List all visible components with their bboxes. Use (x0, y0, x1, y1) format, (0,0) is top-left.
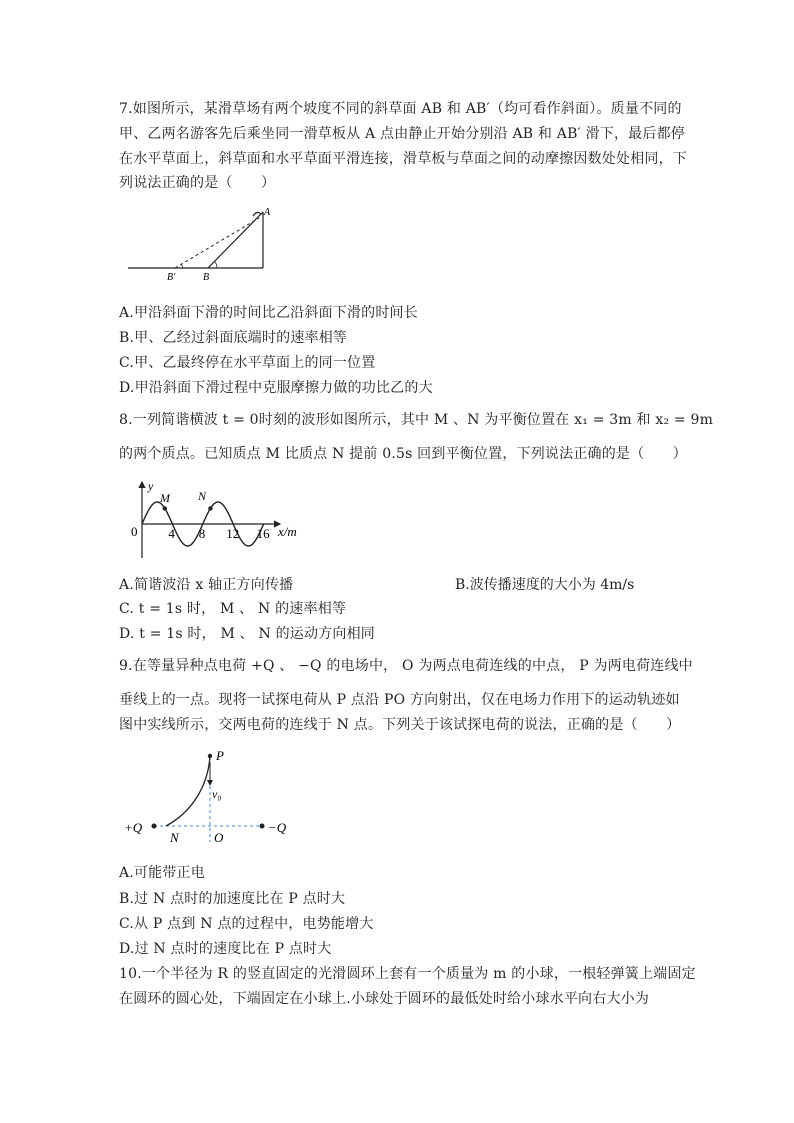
label-N: N (170, 830, 179, 845)
y-axis-label: y (148, 479, 154, 493)
negative-charge (260, 824, 265, 829)
label-B: B (203, 272, 210, 283)
slope-AB-prime (175, 218, 259, 268)
q8-stem-line-2: 的两个质点。已知质点 M 比质点 N 提前 0.5s 回到平衡位置，下列说法正确的是（ ） (119, 446, 687, 462)
q8-option-a: A.简谐波沿 x 轴正方向传播 (119, 577, 294, 593)
q9-stem-line-1: 9.在等量异种点电荷 +Q 、 −Q 的电场中， O 为两点电荷连线的中点， P 为两电荷连线中 (119, 658, 693, 674)
label-v0: v₀ (212, 787, 222, 801)
wave-point-N (208, 506, 212, 510)
label-B-prime: B′ (167, 272, 176, 283)
point-P (208, 754, 212, 758)
q9-option-c: C.从 P 点到 N 点的过程中，电势能增大 (119, 916, 374, 932)
q7-slope-figure (125, 200, 275, 283)
origin-label: 0 (131, 524, 138, 539)
x-tick-label-4: 4 (168, 526, 175, 541)
label-minus-Q: −Q (268, 820, 287, 835)
q8-option-b: B.波传播速度的大小为 4m/s (455, 577, 635, 593)
q10-stem-line-1: 10.一个半径为 R 的竖直固定的光滑圆环上套有一个质量为 m 的小球，一根轻弹簧上端固定 (119, 966, 696, 982)
q9-stem-line-3: 图中实线所示，交两电荷的连线于 N 点。下列关于该试探电荷的说法，正确的是（ ） (119, 717, 681, 733)
q7-option-d: D.甲沿斜面下滑过程中克服摩擦力做的功比乙的大 (119, 380, 433, 396)
x-axis-label: x/m (278, 524, 297, 539)
q7-stem-line-3: 在水平草面上，斜草面和水平草面平滑连接，滑草板与草面之间的动摩擦因数处处相同，下 (119, 151, 687, 167)
x-tick-label-8: 8 (198, 526, 206, 541)
q7-stem-line-1: 7.如图所示，某滑草场有两个坡度不同的斜草面 AB 和 AB′（均可看作斜面）。质量不同的 (119, 101, 682, 117)
label-O: O (214, 830, 224, 845)
label-plus-Q: +Q (124, 820, 143, 835)
q8-stem-line-1: 8.一列简谐横波 t = 0时刻的波形如图所示，其中 M 、N 为平衡位置在 x₁ = 3m 和 x₂ = 9m (119, 412, 714, 428)
trajectory-curve (166, 756, 210, 826)
q8-option-c: C. t = 1s 时， M 、 N 的速率相等 (119, 601, 347, 617)
q7-stem-line-4: 列说法正确的是（ ） (119, 175, 276, 191)
label-N: N (198, 489, 207, 503)
q8-wave-figure (128, 478, 308, 564)
q7-option-a: A.甲沿斜面下滑的时间比乙沿斜面下滑的时间长 (119, 305, 418, 321)
label-M: M (160, 491, 170, 505)
q8-option-d: D. t = 1s 时， M 、 N 的运动方向相同 (119, 626, 376, 642)
label-P: P (216, 748, 224, 763)
q9-stem-line-2: 垂线上的一点。现将一试探电荷从 P 点沿 PO 方向射出，仅在电场力作用下的运动轨迹如 (119, 692, 680, 708)
q7-option-b: B.甲、乙经过斜面底端时的速率相等 (119, 330, 348, 346)
q7-option-c: C.甲、乙最终停在水平草面上的同一位置 (119, 355, 376, 371)
wave-point-M (163, 506, 167, 510)
q9-option-a: A.可能带正电 (119, 865, 205, 881)
q9-option-d: D.过 N 点时的速度比在 P 点时大 (119, 941, 332, 957)
q7-stem-line-2: 甲、乙两名游客先后乘坐同一滑草板从 A 点由静止开始分别沿 AB 和 AB′ 滑下，最后都停 (119, 126, 685, 142)
label-A: A (264, 207, 271, 218)
q9-charge-figure (122, 746, 302, 850)
q9-option-b: B.过 N 点时的加速度比在 P 点时大 (119, 891, 346, 907)
velocity-arrowhead (207, 780, 213, 786)
x-tick-label-16: 16 (256, 526, 270, 541)
x-tick-label-12: 12 (226, 526, 240, 541)
q10-stem-line-2: 在圆环的圆心处，下端固定在小球上.小球处于圆环的最低处时给小球水平向右大小为 (119, 991, 650, 1007)
positive-charge (152, 824, 157, 829)
